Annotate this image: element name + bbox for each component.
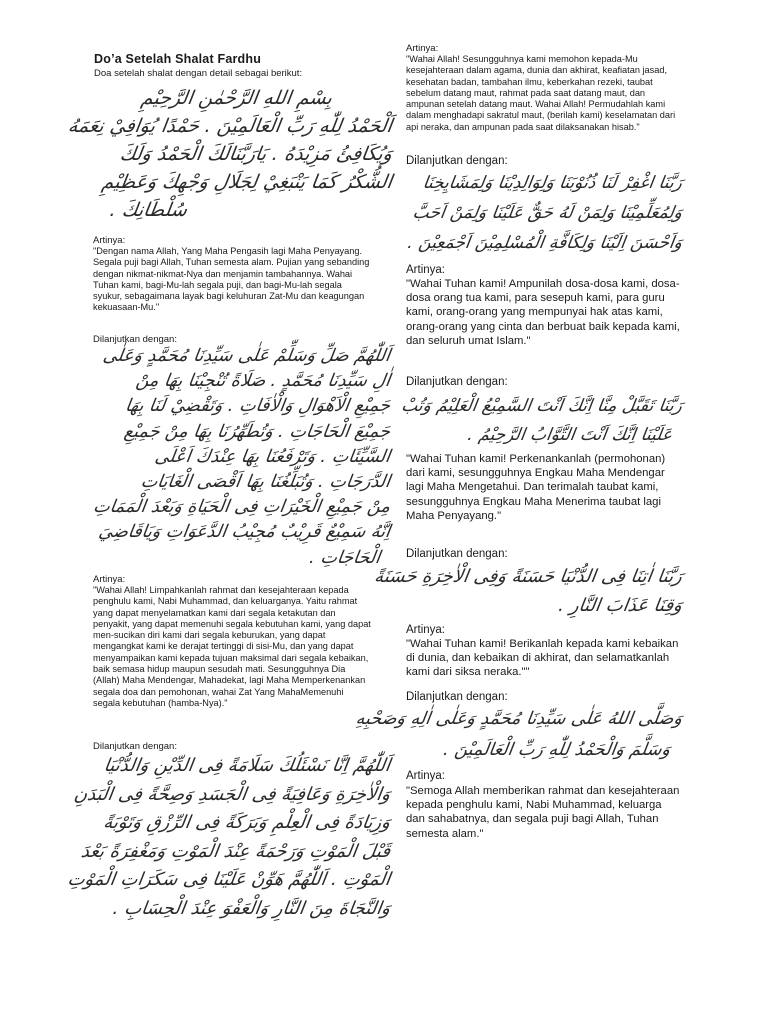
arabic-block bbox=[400, 168, 682, 260]
translation-text: "Wahai Tuhan kami! Ampunilah dosa-dosa kami, dosa-dosa orang tua kami, para sesepuh kami, para guru kami, orang-orang yang mempunyai hak atas kami, orang-orang yang cinta dan berbuat baik kepada kami, dan seluruh umat Islam." bbox=[406, 278, 680, 347]
arabic-block bbox=[354, 704, 684, 768]
arabic-line: الْمَوْتِ . اَللّٰهُمَّ هَوِّنْ عَلَيْنَا فِى سَكَرَاتِ الْمَوْتِ bbox=[66, 869, 392, 890]
arabic-line: قَبْلَ الْمَوْتِ وَرَحْمَةً عِنْدَ الْمَوْتِ وَمَغْفِرَةً بَعْدَ bbox=[79, 840, 392, 862]
artinya-label: Artinya: bbox=[93, 235, 126, 246]
arabic-line: رَبَّنَا اٰتِنَا فِى الدُّنْيَا حَسَنَةً وَفِى الْاٰخِرَةِ حَسَنَةً bbox=[372, 566, 684, 587]
arabic-line: اِنَّهُ سَمِيْعٌ قَرِيْبٌ مُجِيْبُ الدَّعَوَاتِ وَيَاقَاضِيَ bbox=[97, 522, 392, 543]
translation-text: "Dengan nama Allah, Yang Maha Pengasih lagi Maha Penyayang. Segala puji bagi Allah, Tuhan semesta alam. Pujian yang sebanding dengan nikmat-nikmat-Nya dan menjamin tambahannya. Wahai Tuhan kami, bagi-Mu-lah segala puji, dan bagi-Mu-lah segala syukur, sebagaimana layak bagi keluhuran Zat-Mu dan keagungan kekuasaan-Mu." bbox=[93, 246, 370, 313]
arabic-line: الدَّرَجَاتِ . وَتُبَلِّغُنَا بِهَا اَقْصَى الْغَايَاتِ bbox=[139, 472, 392, 493]
arabic-line: الْحَاجَاتِ . bbox=[308, 547, 382, 568]
arabic-line: جَمِيْعَ الْحَاجَاتِ . وَتُطَهِّرُنَا بِهَا مِنْ جَمِيْعِ bbox=[122, 421, 392, 442]
arabic-line: وَقِنَا عَذَابَ النَّارِ . bbox=[557, 595, 684, 616]
continued-label: Dilanjutkan dengan: bbox=[93, 741, 177, 752]
arabic-line: وَصَلَّى اللهُ عَلٰى سَيِّدِنَا مُحَمَّدٍ وَعَلٰى اٰلِهِ وَصَحْبِهِ bbox=[354, 709, 684, 729]
artinya-label: Artinya: bbox=[406, 43, 439, 54]
arabic-line: السَّيِّئَاتِ . وَتَرْفَعُنَا بِهَا عِنْدَكَ اَعْلَى bbox=[153, 446, 392, 467]
document-title: Do’a Setelah Shalat Fardhu bbox=[94, 52, 262, 66]
continued-label: Dilanjutkan dengan: bbox=[93, 334, 177, 345]
continued-label: Dilanjutkan dengan: bbox=[406, 376, 508, 388]
translation-text: "Wahai Tuhan kami! Berikanlah kepada kami kebaikan di dunia, dan kebaikan di akhirat, dan selamatkanlah kami dari siksa neraka."" bbox=[406, 638, 679, 679]
arabic-line: الشُّكْرُ كَمَا يَنْبَغِيْ لِجَلَالِ وَجْهِكَ وَعَظِيْمِ bbox=[100, 171, 394, 193]
arabic-line: رَبَّنَا تَقَبَّلْ مِنَّا اِنَّكَ اَنْتَ السَّمِيْعُ الْعَلِيْمُ وَتُبْ bbox=[400, 396, 684, 416]
arabic-line: اَلْحَمْدُ لِلّٰهِ رَبِّ الْعَالَمِيْنَ . حَمْدًا يُوَافِيْ نِعَمَهُ bbox=[66, 115, 394, 137]
arabic-line: رَبَّنَا اغْفِرْ لَنَا ذُنُوْبَنَا وَلِوَالِدِيْنَا وَلِمَشَايِخِنَا bbox=[421, 173, 684, 193]
arabic-block bbox=[400, 392, 682, 452]
arabic-line: عَلَيْنَا اِنَّكَ اَنْتَ التَّوَّابُ الرَّحِيْمُ . bbox=[466, 425, 674, 445]
arabic-line: وَالنَّجَاةَ مِنَ النَّارِ وَالْعَفْوَ عِنْدَ الْحِسَابِ . bbox=[111, 897, 392, 919]
artinya-label: Artinya: bbox=[93, 574, 126, 585]
translation-text: "Semoga Allah memberikan rahmat dan kesejahteraan kepada penghulu kami, Nabi Muhammad, keluarga dan sahabatnya, dan segala puji bagi Allah, Tuhan semesta alam." bbox=[406, 785, 680, 840]
arabic-line: اَللّٰهُمَّ صَلِّ وَسَلِّمْ عَلٰى سَيِّدِنَا مُحَمَّدٍ وَعَلٰى bbox=[101, 346, 392, 366]
arabic-block bbox=[66, 84, 394, 232]
arabic-block bbox=[90, 344, 390, 572]
arabic-block bbox=[66, 752, 392, 932]
translation-text: "Wahai Allah! Sesungguhnya kami memohon kepada-Mu kesejahteraan dalam agama, dunia dan akhirat, keafiatan jasad, kesehatan badan, tambahan ilmu, keberkahan rezeki, taubat sebelum datang maut, rahmat pada saat datang maut, dan ampunan setelah datang maut. Wahai Allah! Permudahlah kami dalam menghadapi sakratul maut, (berilah kami) keselamatan dari api neraka, dan ampunan pada saat dilaksanakan hisab." bbox=[406, 54, 676, 132]
arabic-line: وَسَلَّمَ وَالْحَمْدُ لِلّٰهِ رَبِّ الْعَالَمِيْنَ . bbox=[442, 740, 672, 760]
translation-text: "Wahai Allah! Limpahkanlah rahmat dan kesejahteraan kepada penghulu kami, Nabi Muhammad, dan keluarganya. Yaitu rahmat yang dapat menyelamatkan kami dari segala ketakutan dan penyakit, yang dapat memenuhi segala kebutuhan kami, yang dapat men-sucikan diri kami dari segala keburukan, yang dapat mengangkat kami ke derajat tertinggi di sisi-Mu, dan yang dapat menyampaikan kami kepada tujuan maksimal dari segala kebaikan, baik semasa hidup maupun sesudah mati. Sesungguhnya Dia (Allah) Maha Mendengar, Mahadekat, lagi Maha Memperkenankan segala doa dan pemohonan, wahai Zat Yang MahaMemenuhi segala kebutuhan (hamba-Nya)." bbox=[93, 585, 371, 708]
arabic-line: اَللّٰهُمَّ اِنَّا نَسْئَلُكَ سَلَامَةً فِى الدِّيْنِ وَالدُّنْيَا bbox=[102, 755, 392, 776]
artinya-label: Artinya: bbox=[406, 770, 445, 782]
arabic-line: بِسْمِ اللهِ الرَّحْمٰنِ الرَّحِيْمِ bbox=[139, 87, 334, 109]
arabic-line: وَلِمُعَلِّمِيْنَا وَلِمَنْ لَهُ حَقٌّ عَلَيْنَا وَلِمَنْ اَحَبَّ bbox=[411, 203, 684, 223]
arabic-line: وَاَحْسَنَ اِلَيْنَا وَلِكَافَّةِ الْمُسْلِمِيْنَ اَجْمَعِيْنَ . bbox=[406, 233, 684, 253]
arabic-line: اٰلِ سَيِّدِنَا مُحَمَّدٍ . صَلَاةً تُنْجِيْنَا بِهَا مِنْ bbox=[134, 371, 392, 392]
continued-label: Dilanjutkan dengan: bbox=[406, 548, 508, 560]
arabic-line: سُلْطَانِكَ . bbox=[108, 199, 189, 221]
arabic-line: وَيُكَافِئُ مَزِيْدَهُ . يَارَبَّنَالَكَ الْحَمْدُ وَلَكَ bbox=[118, 143, 394, 165]
arabic-block bbox=[372, 562, 684, 622]
arabic-line: وَالْاٰخِرَةِ وَعَافِيَةً فِى الْجَسَدِ وَصِحَّةً فِى الْبَدَنِ bbox=[72, 783, 392, 805]
document-subtitle: Doa setelah shalat dengan detail sebagai berikut: bbox=[94, 68, 303, 79]
arabic-line: جَمِيْعِ الْاَهْوَالِ وَالْاٰفَاتِ . وَتَقْضِيْ لَنَا بِهَا bbox=[123, 396, 392, 417]
artinya-label: Artinya: bbox=[406, 624, 445, 636]
artinya-label: Artinya: bbox=[406, 264, 445, 276]
translation-text: "Wahai Tuhan kami! Perkenankanlah (permohonan) dari kami, sesungguhnya Engkau Maha Mendengar lagi Maha Mengetahui. Dan terimalah taubat kami, sesungguhnya Engkau Maha Menerima taubat lagi Maha Penyayang." bbox=[406, 453, 666, 522]
continued-label: Dilanjutkan dengan: bbox=[406, 155, 508, 167]
arabic-line: وَزِيَادَةً فِى الْعِلْمِ وَبَرَكَةً فِى الرِّزْقِ وَتَوْبَةً bbox=[102, 812, 392, 833]
continued-label: Dilanjutkan dengan: bbox=[406, 691, 508, 703]
arabic-line: مِنْ جَمِيْعِ الْخَيْرَاتِ فِى الْحَيَاةِ وَبَعْدَ الْمَمَاتِ bbox=[91, 497, 392, 518]
